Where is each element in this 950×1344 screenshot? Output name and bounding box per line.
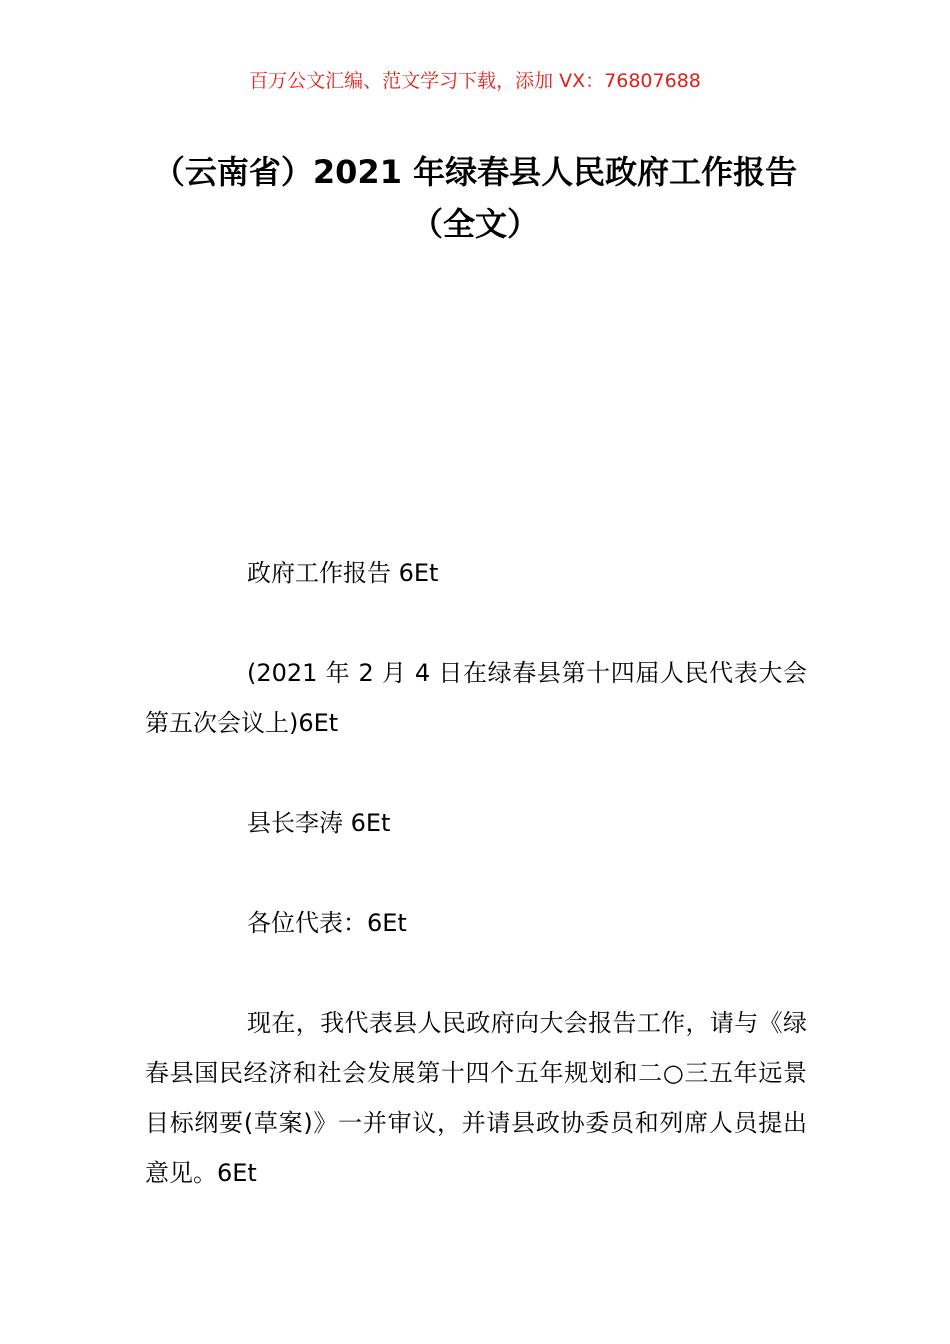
paragraph-report-label: 政府工作报告 6Et [247, 559, 439, 587]
paragraph-meeting-date: (2021 年 2 月 4 日在绿春县第十四届人民代表大会第五次会议上)6Et [145, 659, 807, 737]
document-body [145, 548, 807, 1198]
document-title: （云南省）2021 年绿春县人民政府工作报告（全文） [152, 153, 798, 243]
paragraph-salutation: 各位代表：6Et [247, 909, 407, 937]
paragraph-opening: 现在，我代表县人民政府向大会报告工作，请与《绿春县国民经济和社会发展第十四个五年规划和二○三五年远景目标纲要(草案)》一并审议，并请县政协委员和列席人员提出意见。6Et [145, 1009, 807, 1187]
paragraph-speaker: 县长李涛 6Et [247, 809, 391, 837]
header-contact-note: 百万公文汇编、范文学习下载，添加 VX：76807688 [249, 70, 701, 92]
